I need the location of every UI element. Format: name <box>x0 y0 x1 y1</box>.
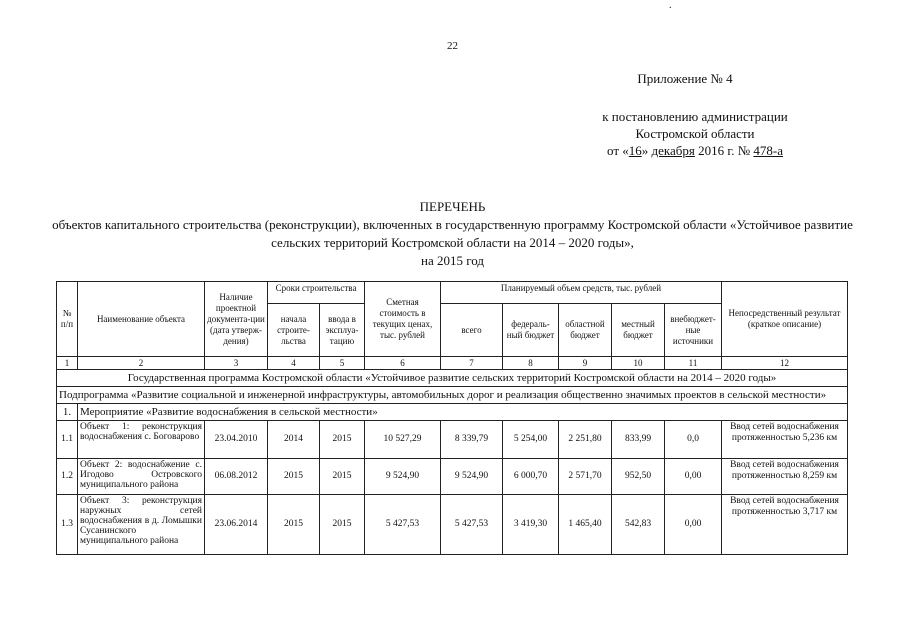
docs-date: 06.08.2012 <box>205 459 268 495</box>
commission-year: 2015 <box>320 495 365 555</box>
list-subtitle: объектов капитального строительства (реконструкции), включенных в государственную программу Костромской области «Устойчивое развитие сельских территорий Костромской области на 2014 – 2020 годы», <box>52 217 853 250</box>
header-estimate: Сметная стоимость в текущих ценах, тыс. рублей <box>365 282 441 357</box>
column-numbers-row <box>57 357 848 370</box>
col-number: 1 <box>57 357 78 370</box>
date-year: 2016 г. № <box>694 143 754 158</box>
header-local: местный бюджет <box>612 304 665 357</box>
object-name: Объект 1: реконструкция водоснабжения с. Боговарово <box>78 421 205 459</box>
appendix-line-1: к постановлению администрации <box>602 109 788 124</box>
appendix-date-line <box>560 142 830 159</box>
date-mid: » <box>641 143 652 158</box>
commission-year: 2015 <box>320 459 365 495</box>
list-year: на 2015 год <box>421 253 484 268</box>
col-number: 9 <box>559 357 612 370</box>
extra-amount: 0,0 <box>665 421 722 459</box>
start-year: 2015 <box>268 459 320 495</box>
total-amount: 8 339,79 <box>441 421 503 459</box>
subprogram-name: Подпрограмма «Развитие социальной и инженерной инфраструктуры, автомобильных дорог и реализация общественно значимых проектов в сельской местности» <box>57 387 848 404</box>
regional-amount: 1 465,40 <box>559 495 612 555</box>
appendix-line-2: Костромской области <box>635 126 755 141</box>
measure-name: Мероприятие «Развитие водоснабжения в сельской местности» <box>78 404 848 421</box>
federal-amount: 3 419,30 <box>503 495 559 555</box>
appendix-title: Приложение № 4 <box>637 71 733 86</box>
total-amount: 5 427,53 <box>441 495 503 555</box>
table-row <box>57 459 848 495</box>
date-month: декабря <box>651 143 695 158</box>
col-number: 4 <box>268 357 320 370</box>
measure-row <box>57 404 848 421</box>
header-start: начала строите-льства <box>268 304 320 357</box>
local-amount: 833,99 <box>612 421 665 459</box>
extra-amount: 0,00 <box>665 495 722 555</box>
estimate-cost: 9 524,90 <box>365 459 441 495</box>
header-total: всего <box>441 304 503 357</box>
total-amount: 9 524,90 <box>441 459 503 495</box>
date-prefix: от « <box>606 143 629 158</box>
start-year: 2015 <box>268 495 320 555</box>
program-name: Государственная программа Костромской области «Устойчивое развитие сельских территорий Костромской области на 2014 – 2020 годы» <box>57 370 848 387</box>
table-row <box>57 495 848 555</box>
measure-num: 1. <box>57 404 78 421</box>
regional-amount: 2 571,70 <box>559 459 612 495</box>
local-amount: 952,50 <box>612 459 665 495</box>
federal-amount: 6 000,70 <box>503 459 559 495</box>
decree-number: 478-а <box>753 143 784 158</box>
col-number: 2 <box>78 357 205 370</box>
row-num: 1.2 <box>57 459 78 495</box>
corner-mark: . <box>669 0 672 11</box>
header-num: № п/п <box>57 282 78 357</box>
result-text: Ввод сетей водоснабжения протяженностью 3,717 км <box>722 495 848 555</box>
col-number: 12 <box>722 357 848 370</box>
col-number: 10 <box>612 357 665 370</box>
program-row <box>57 370 848 387</box>
header-docs: Наличие проектной документа-ции (дата утверж-дения) <box>205 282 268 357</box>
header-name: Наименование объекта <box>78 282 205 357</box>
col-number: 5 <box>320 357 365 370</box>
header-commission: ввода в эксплуа-тацию <box>320 304 365 357</box>
header-extra: внебюджет-ные источники <box>665 304 722 357</box>
table-row <box>57 421 848 459</box>
estimate-cost: 5 427,53 <box>365 495 441 555</box>
subprogram-row <box>57 387 848 404</box>
federal-amount: 5 254,00 <box>503 421 559 459</box>
date-day: 16 <box>628 143 642 158</box>
object-name: Объект 3: реконструкция наружных сетей водоснабжения в д. Ломышки Сусанинского муниципального района <box>78 495 205 555</box>
objects-table <box>56 281 848 555</box>
extra-amount: 0,00 <box>665 459 722 495</box>
row-num: 1.1 <box>57 421 78 459</box>
col-number: 7 <box>441 357 503 370</box>
object-name: Объект 2: водоснабжение с. Игодово Островского муниципального района <box>78 459 205 495</box>
header-federal: федераль-ный бюджет <box>503 304 559 357</box>
regional-amount: 2 251,80 <box>559 421 612 459</box>
header-row-1 <box>57 282 848 304</box>
estimate-cost: 10 527,29 <box>365 421 441 459</box>
list-title: ПЕРЕЧЕНЬ <box>419 199 486 214</box>
header-planned: Планируемый объем средств, тыс. рублей <box>441 282 722 304</box>
col-number: 3 <box>205 357 268 370</box>
local-amount: 542,83 <box>612 495 665 555</box>
result-text: Ввод сетей водоснабжения протяженностью 8,259 км <box>722 459 848 495</box>
col-number: 8 <box>503 357 559 370</box>
start-year: 2014 <box>268 421 320 459</box>
col-number: 6 <box>365 357 441 370</box>
header-regional: областной бюджет <box>559 304 612 357</box>
header-terms: Сроки строительства <box>268 282 365 304</box>
col-number: 11 <box>665 357 722 370</box>
page-number: 22 <box>447 40 458 52</box>
docs-date: 23.06.2014 <box>205 495 268 555</box>
header-result: Непосредственный результат (краткое описание) <box>722 282 848 357</box>
docs-date: 23.04.2010 <box>205 421 268 459</box>
commission-year: 2015 <box>320 421 365 459</box>
result-text: Ввод сетей водоснабжения протяженностью 5,236 км <box>722 421 848 459</box>
row-num: 1.3 <box>57 495 78 555</box>
